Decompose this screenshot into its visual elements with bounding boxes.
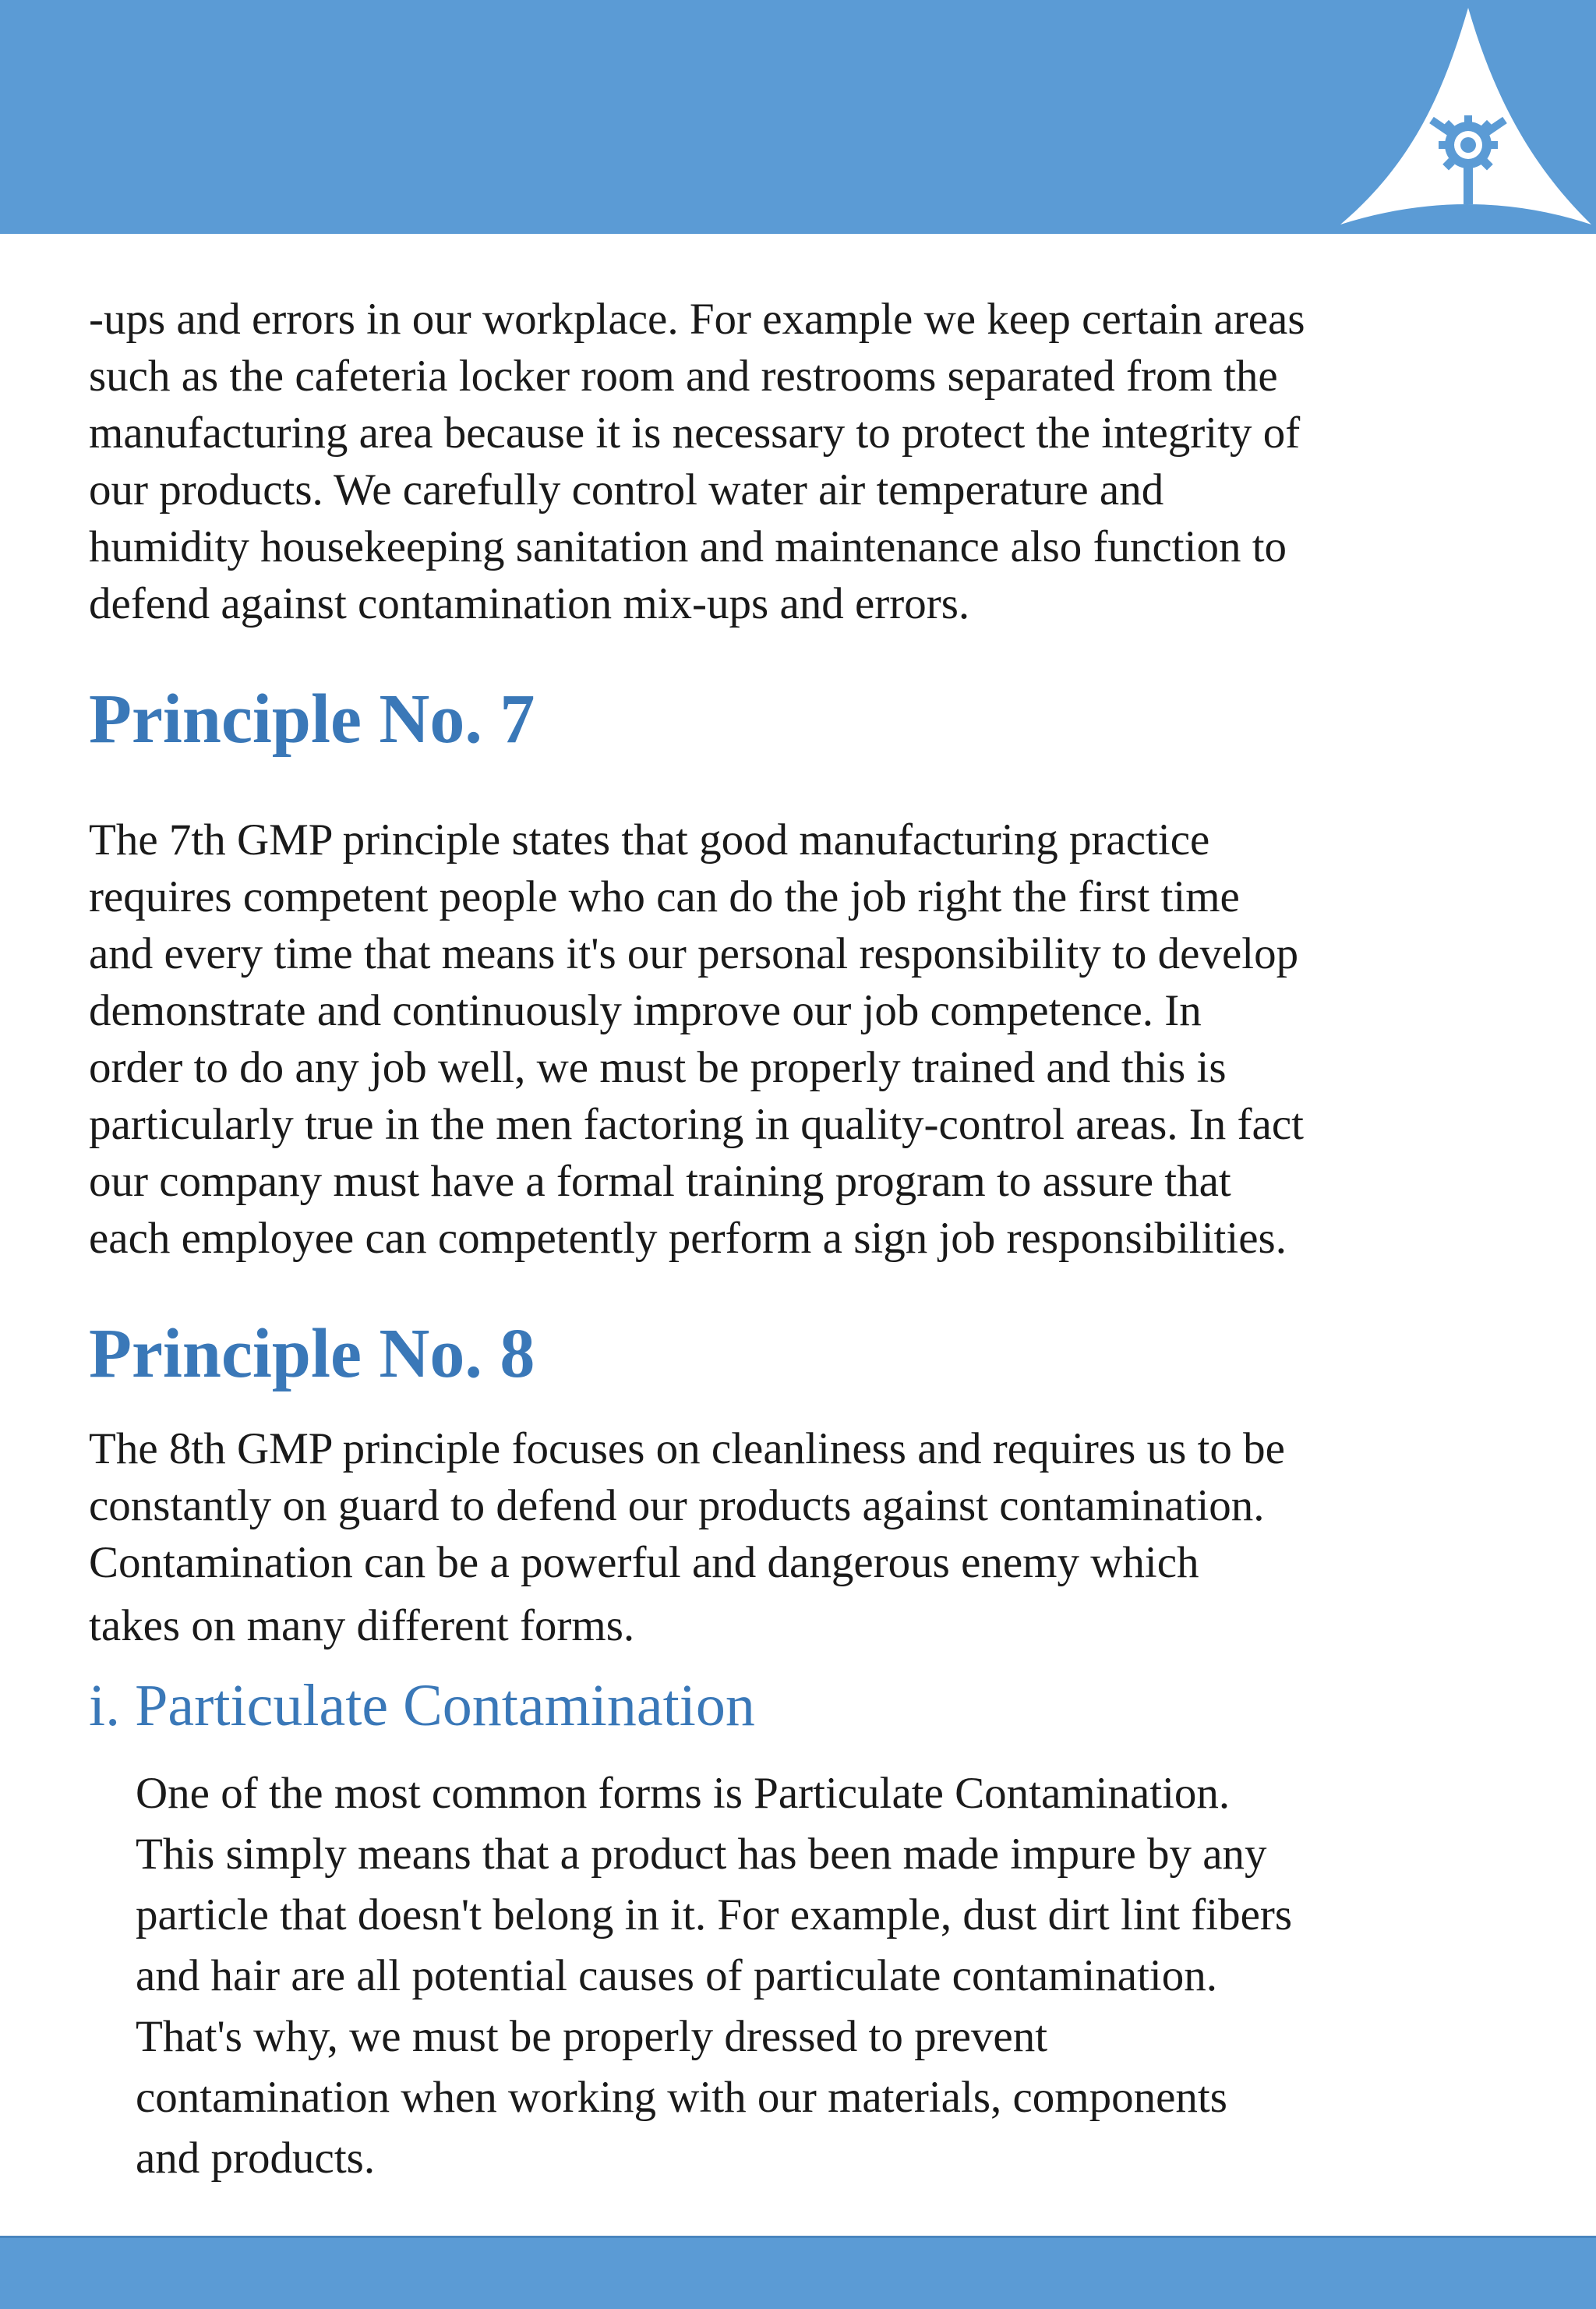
intro-line: -ups and errors in our workplace. For example we keep certain areas xyxy=(89,295,1305,344)
particulate-line: particle that doesn't belong in it. For example, dust dirt lint fibers xyxy=(136,1890,1293,1939)
particulate-line: That's why, we must be properly dressed to prevent xyxy=(136,2012,1048,2061)
particulate-line: This simply means that a product has been made impure by any xyxy=(136,1830,1267,1879)
intro-line: manufacturing area because it is necessary to protect the integrity of xyxy=(89,408,1301,458)
principle-7-line: each employee can competently perform a sign job responsibilities. xyxy=(89,1214,1287,1263)
principle-7-line: and every time that means it's our personal responsibility to develop xyxy=(89,929,1299,978)
footer-band xyxy=(0,2236,1596,2309)
intro-line: such as the cafeteria locker room and restrooms separated from the xyxy=(89,352,1278,401)
principle-8-line: The 8th GMP principle focuses on cleanliness and requires us to be xyxy=(89,1424,1285,1473)
particulate-line: One of the most common forms is Particulate Contamination. xyxy=(136,1769,1231,1818)
particulate-line: contamination when working with our materials, components xyxy=(136,2073,1227,2122)
principle-7-line: The 7th GMP principle states that good manufacturing practice xyxy=(89,815,1210,865)
particulate-line: and products. xyxy=(136,2134,376,2183)
principle-8-line: takes on many different forms. xyxy=(89,1601,635,1650)
principle-7-line: our company must have a formal training program to assure that xyxy=(89,1157,1231,1206)
principle-7-paragraph xyxy=(89,812,1562,1267)
principle-7-line: particularly true in the men factoring in quality-control areas. In fact xyxy=(89,1100,1304,1149)
intro-line: our products. We carefully control water air temperature and xyxy=(89,465,1164,514)
intro-line: humidity housekeeping sanitation and maintenance also function to xyxy=(89,522,1287,571)
particulate-contamination-heading: i. Particulate Contamination xyxy=(89,1673,755,1738)
principle-8-line: constantly on guard to defend our products against contamination. xyxy=(89,1481,1265,1530)
principle-7-line: order to do any job well, we must be properly trained and this is xyxy=(89,1043,1227,1092)
principle-7-heading: Principle No. 7 xyxy=(89,681,535,758)
principle-7-line: demonstrate and continuously improve our job competence. In xyxy=(89,986,1202,1035)
gear-in-triangle-logo-icon xyxy=(1334,0,1596,234)
particulate-line: and hair are all potential causes of particulate contamination. xyxy=(136,1951,1218,2000)
principle-8-heading: Principle No. 8 xyxy=(89,1315,535,1392)
principle-8-line: Contamination can be a powerful and dangerous enemy which xyxy=(89,1538,1199,1587)
intro-line: defend against contamination mix-ups and errors. xyxy=(89,579,970,628)
intro-paragraph xyxy=(89,291,1562,632)
principle-7-line: requires competent people who can do the job right the first time xyxy=(89,872,1240,921)
particulate-contamination-paragraph xyxy=(136,1763,1562,2189)
principle-8-paragraph xyxy=(89,1420,1562,1654)
